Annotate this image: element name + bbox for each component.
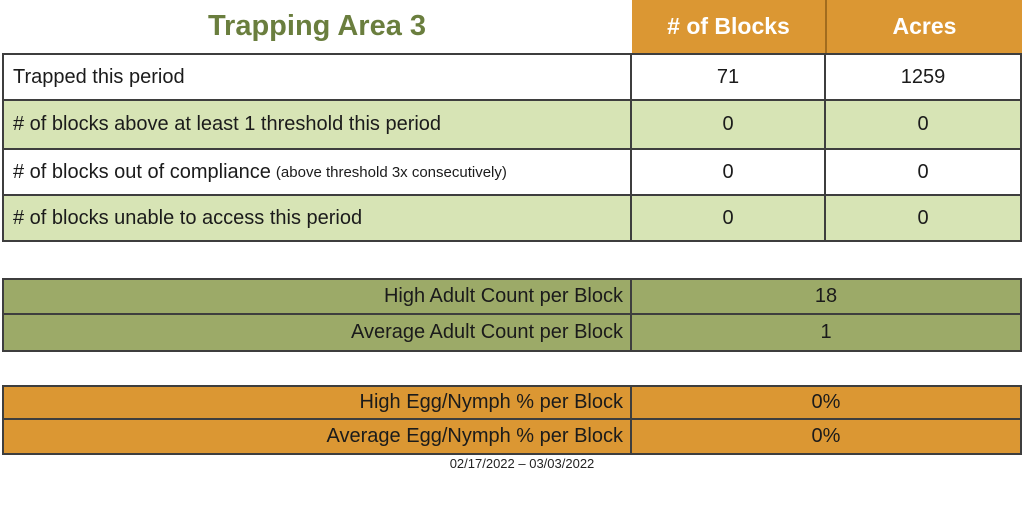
row-label: # of blocks above at least 1 threshold this period	[4, 101, 632, 148]
acres-value: 0	[917, 113, 929, 135]
acres-value: 0	[917, 206, 929, 229]
main-summary-table	[2, 53, 1022, 242]
table-row	[4, 387, 1020, 420]
row-label-main: # of blocks out of compliance	[13, 160, 271, 183]
table-row	[4, 420, 1020, 453]
row-label: High Egg/Nymph % per Block	[4, 387, 632, 418]
row-value: 0%	[811, 425, 841, 447]
row-value: 1	[820, 321, 832, 343]
row-label: Average Egg/Nymph % per Block	[4, 420, 632, 453]
table-row	[4, 150, 1020, 196]
row-label: Average Adult Count per Block	[4, 315, 632, 350]
row-label: Trapped this period	[4, 55, 632, 99]
row-value: 18	[814, 285, 838, 307]
blocks-value: 0	[632, 196, 826, 240]
date-range-label: 02/17/2022 – 03/03/2022	[449, 456, 595, 471]
column-header-blocks: # of Blocks	[632, 0, 827, 53]
table-row	[4, 315, 1020, 350]
acres-value: 0	[917, 160, 929, 183]
egg-nymph-table	[2, 385, 1022, 455]
blocks-value: 71	[632, 55, 826, 99]
table-row	[4, 280, 1020, 315]
table-row	[4, 196, 1020, 240]
row-label: # of blocks unable to access this period	[4, 196, 632, 240]
acres-value: 1259	[900, 65, 946, 88]
column-header-acres: Acres	[827, 0, 1022, 53]
row-value: 0%	[811, 391, 841, 413]
adult-count-table	[2, 278, 1022, 352]
row-label-note: (above threshold 3x consecutively)	[275, 163, 507, 181]
page-title: Trapping Area 3	[207, 10, 427, 42]
blocks-value: 0	[632, 150, 826, 194]
blocks-value: 0	[632, 101, 826, 148]
table-row	[4, 55, 1020, 101]
row-label: High Adult Count per Block	[4, 280, 632, 313]
report-header	[2, 0, 1022, 53]
row-label	[4, 150, 632, 194]
table-row	[4, 101, 1020, 150]
